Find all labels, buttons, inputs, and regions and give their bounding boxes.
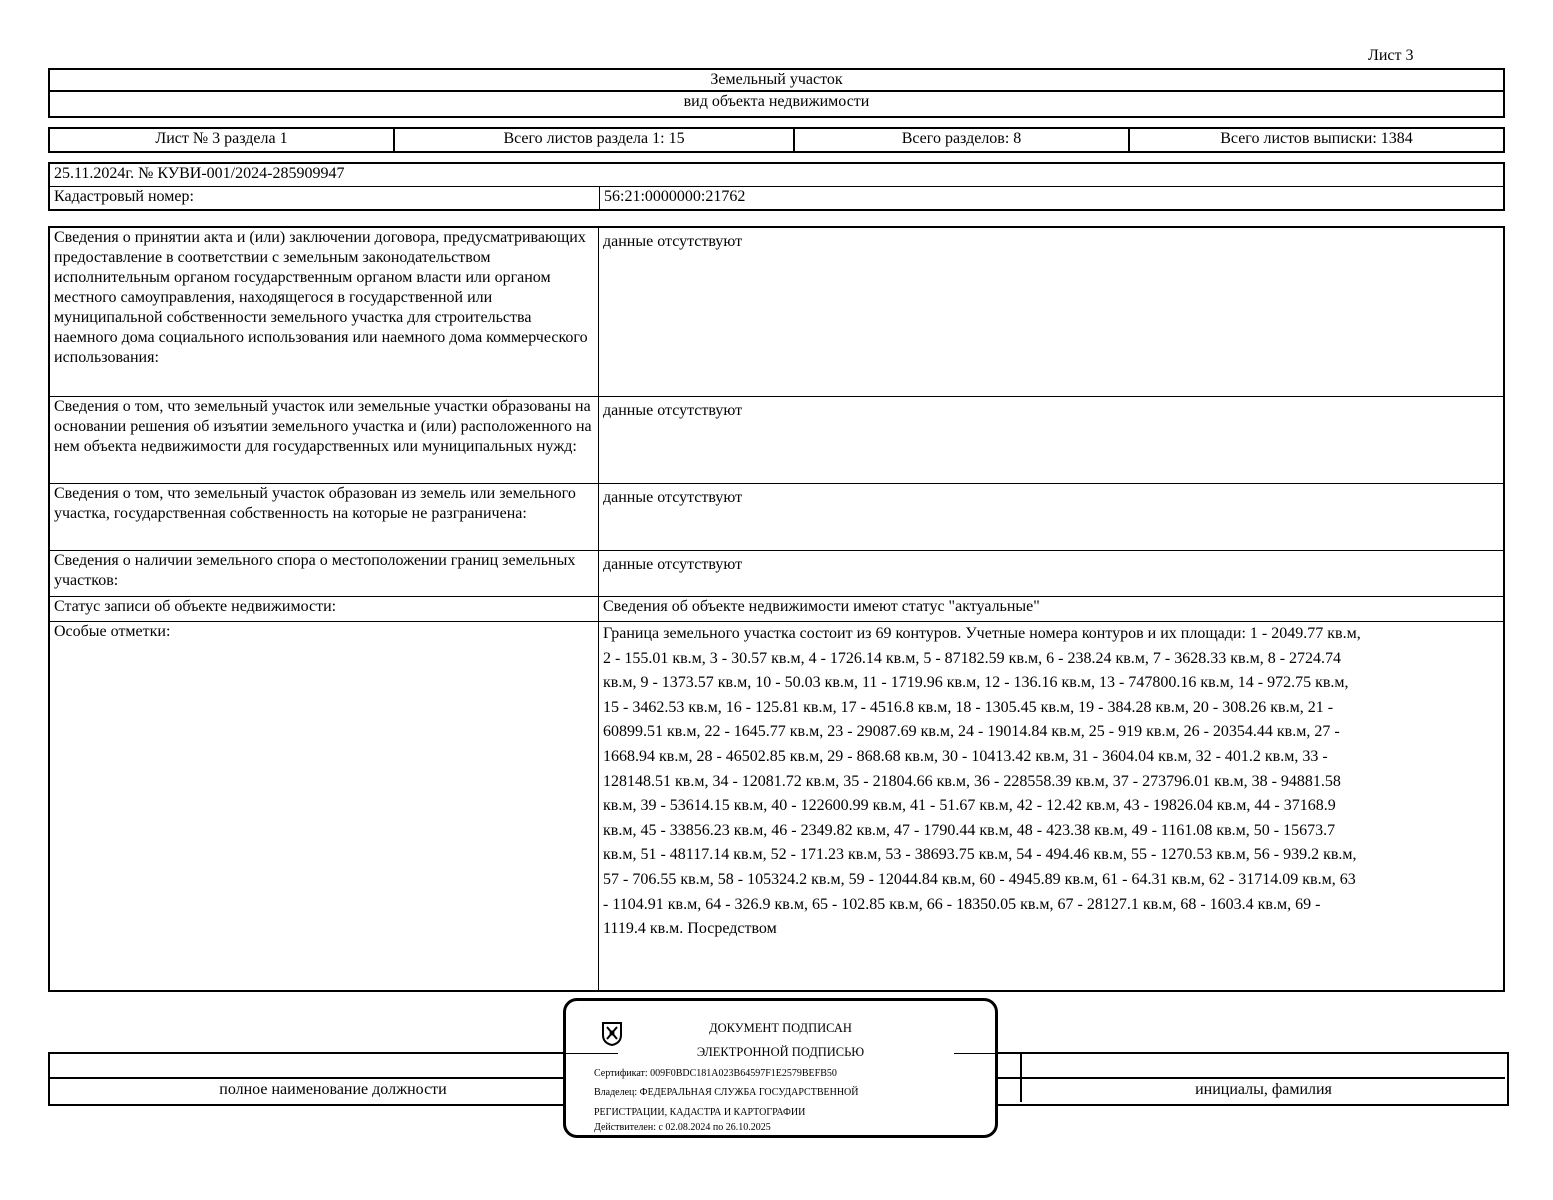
row-label: Сведения о наличии земельного спора о местоположении границ земельных участков: xyxy=(49,551,599,597)
electronic-signature-stamp xyxy=(563,998,998,1138)
row-value: данные отсутствуют xyxy=(599,227,1505,397)
cadastral-number-label: Кадастровый номер: xyxy=(49,187,600,211)
row-label: Сведения о принятии акта и (или) заключении договора, предусматривающих предоставление в соответствии с земельным законодательством исполнительным органом государственным органом власти или органом местного самоуправления, находящегося в государственной или муниципальной собственности земельного участка для строительства наемного дома социального использования или наемного дома коммерческого использования: xyxy=(49,227,599,397)
row-label: Сведения о том, что земельный участок образован из земель или земельного участка, государственная собственность на которые не разграничена: xyxy=(49,484,599,551)
table-row xyxy=(49,551,1504,597)
row-value: данные отсутствуют xyxy=(599,397,1505,484)
object-type-title: Земельный участок xyxy=(48,68,1505,92)
sheet-number: Лист 3 xyxy=(1368,47,1414,64)
table-row xyxy=(49,597,1504,622)
document-reference: 25.11.2024г. № КУВИ-001/2024-285909947 xyxy=(49,163,1504,187)
total-sheets-section: Всего листов раздела 1: 15 xyxy=(394,128,794,152)
position-caption: полное наименование должности xyxy=(219,1081,447,1098)
table-row xyxy=(49,484,1504,551)
cadastral-number-value: 56:21:0000000:21762 xyxy=(600,187,1505,211)
stamp-title-line1: ДОКУМЕНТ ПОДПИСАН xyxy=(709,1021,852,1035)
table-row xyxy=(49,397,1504,484)
row-label: Особые отметки: xyxy=(49,622,599,992)
sheet-meta-table xyxy=(48,127,1505,153)
sheet-of-section: Лист № 3 раздела 1 xyxy=(49,128,394,152)
document-reference-table xyxy=(48,162,1505,211)
stamp-rule-left xyxy=(562,1053,618,1054)
stamp-rule-right xyxy=(954,1053,1000,1054)
stamp-title-line2: ЭЛЕКТРОННОЙ ПОДПИСЬЮ xyxy=(696,1045,865,1059)
row-label: Сведения о том, что земельный участок или земельные участки образованы на основании решения об изъятии земельного участка и (или) расположенного на нем объекта недвижимости для государственных или муниципальных нужд: xyxy=(49,397,599,484)
stamp-owner-line1: Владелец: ФЕДЕРАЛЬНАЯ СЛУЖБА ГОСУДАРСТВЕННОЙ xyxy=(594,1087,859,1098)
row-value: данные отсутствуют xyxy=(599,484,1505,551)
total-sheets-extract: Всего листов выписки: 1384 xyxy=(1129,128,1504,152)
object-type-caption: вид объекта недвижимости xyxy=(48,92,1505,118)
special-notes: Граница земельного участка состоит из 69 контуров. Учетные номера контуров и их площади: 1 - 2049.77 кв.м, 2 - 155.01 кв.м, 3 - 30.57 кв.м, 4 - 1726.14 кв.м, 5 - 87182.59 кв.м, 6 - 238.24 кв.м, 7 - 3628.33 кв.м, 8 - 2724.74 кв.м, 9 - 1373.57 кв.м, 10 - 50.03 кв.м, 11 - 1719.96 кв.м, 12 - 136.16 кв.м, 13 - 747800.16 кв.м, 14 - 972.75 кв.м, 15 - 3462.53 кв.м, 16 - 125.81 кв.м, 17 - 4516.8 кв.м, 18 - 1305.45 кв.м, 19 - 384.28 кв.м, 20 - 308.26 кв.м, 21 - 60899.51 кв.м, 22 - 1645.77 кв.м, 23 - 29087.69 кв.м, 24 - 19014.84 кв.м, 25 - 919 кв.м, 26 - 20354.44 кв.м, 27 - 1668.94 кв.м, 28 - 46502.85 кв.м, 29 - 868.68 кв.м, 30 - 10413.42 кв.м, 31 - 3604.04 кв.м, 32 - 401.2 кв.м, 33 - 128148.51 кв.м, 34 - 12081.72 кв.м, 35 - 21804.66 кв.м, 36 - 228558.39 кв.м, 37 - 273796.01 кв.м, 38 - 94881.58 кв.м, 39 - 53614.15 кв.м, 40 - 122600.99 кв.м, 41 - 51.67 кв.м, 42 - 12.42 кв.м, 43 - 19826.04 кв.м, 44 - 37168.9 кв.м, 45 - 33856.23 кв.м, 46 - 2349.82 кв.м, 47 - 1790.44 кв.м, 48 - 423.38 кв.м, 49 - 1161.08 кв.м, 50 - 15673.7 кв.м, 51 - 48117.14 кв.м, 52 - 171.23 кв.м, 53 - 38693.75 кв.м, 54 - 494.46 кв.м, 55 - 1270.53 кв.м, 56 - 939.2 кв.м, 57 - 706.55 кв.м, 58 - 105324.2 кв.м, 59 - 12044.84 кв.м, 60 - 4945.89 кв.м, 61 - 64.31 кв.м, 62 - 31714.09 кв.м, 63 - 1104.91 кв.м, 64 - 326.9 кв.м, 65 - 102.85 кв.м, 66 - 18350.05 кв.м, 67 - 28127.1 кв.м, 68 - 1603.4 кв.м, 69 - 1119.4 кв.м. Посредством xyxy=(599,622,1505,992)
row-value: данные отсутствуют xyxy=(599,551,1505,597)
total-sections: Всего разделов: 8 xyxy=(794,128,1129,152)
row-value: Сведения об объекте недвижимости имеют статус "актуальные" xyxy=(599,597,1505,622)
name-caption: инициалы, фамилия xyxy=(1195,1081,1332,1098)
stamp-validity: Действителен: с 02.08.2024 по 26.10.2025 xyxy=(594,1122,771,1133)
info-table xyxy=(48,226,1505,992)
stamp-certificate: Сертификат: 009F0BDC181A023B64597F1E2579BEFB50 xyxy=(594,1068,837,1079)
row-label: Статус записи об объекте недвижимости: xyxy=(49,597,599,622)
stamp-owner-line2: РЕГИСТРАЦИИ, КАДАСТРА И КАРТОГРАФИИ xyxy=(594,1107,806,1118)
table-row xyxy=(49,227,1504,397)
table-row xyxy=(49,622,1504,992)
